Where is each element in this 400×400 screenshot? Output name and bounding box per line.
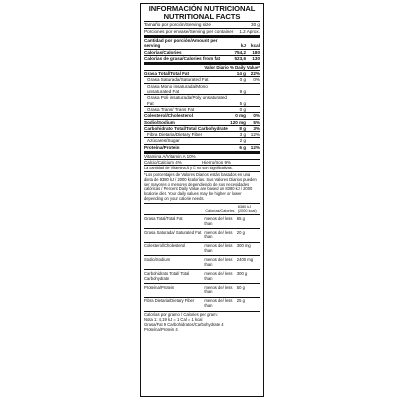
vitamin-a: Vitamina A/Vitamin A 10% xyxy=(144,154,196,160)
nutrient-amount: 0 mg xyxy=(235,113,246,119)
ref-row xyxy=(144,215,260,229)
ref-compare: menos de/ less than xyxy=(204,256,236,270)
ref-nutrient: Colesterol/Cholesterol xyxy=(144,242,204,256)
nutrient-amount: 2 g xyxy=(239,138,246,144)
nutrient-list xyxy=(144,71,260,150)
ref-nutrient: Fibra Dietaria/Dietary Fiber xyxy=(144,297,204,311)
nutrient-amount: 6 g xyxy=(239,144,246,150)
ref-compare: menos de/ less than xyxy=(204,297,236,311)
nutrient-label: Fibra Dietaria/Dietary Fiber xyxy=(147,132,203,138)
nutrient-label: Azúcares/Sugar xyxy=(147,138,180,144)
ref-col-calories: Calorías/Calories xyxy=(204,204,236,215)
ref-compare: menos de/ less than xyxy=(204,228,236,242)
ref-row xyxy=(144,284,260,298)
nutrient-row xyxy=(144,113,260,118)
daily-value-footnote: *Los porcentajes de Valores Diarios están basados en una dieta de 8380 kJ / 2000 kcalorías. Sus Valores Diarios pueden ser mayores o menores dependiendo de sus necesidades calóricas / Percent Daily Value are based on 8380 kJ / 2000 kcalorie diet. Your daily values may be higher or lower depending on your calorie needs. xyxy=(144,172,257,201)
nutrient-row xyxy=(144,71,260,76)
nutrient-dv: 12% xyxy=(250,144,260,150)
nutrient-label: Grasa Trans/ Trans Fat xyxy=(147,106,195,112)
ref-compare: menos de/ less than xyxy=(204,215,236,229)
nutrient-label: Grasa Mono insaturada/Mono unsaturated Fat xyxy=(147,83,208,95)
amount-per-serving-row: Cantidad por porción/Amount per serving kJ kcal xyxy=(144,38,260,49)
calorie-footer-line: Nota 1: 4,19 kJ = 1 Cal = 1 kcal xyxy=(144,317,203,323)
nutrient-row xyxy=(144,77,260,82)
nutrient-row xyxy=(144,126,260,131)
ref-value: 300 g xyxy=(237,270,260,284)
ref-compare: menos de/ less than xyxy=(204,270,236,284)
ref-row xyxy=(144,242,260,256)
calorie-footer xyxy=(144,313,260,333)
nutrient-dv: 5% xyxy=(253,119,260,125)
ref-row xyxy=(144,256,260,270)
ref-compare: menos de/ less than xyxy=(204,284,236,298)
nutrient-amount: 0 g xyxy=(239,106,246,112)
servings-per-container-row: Porciones por envase/Serving per container 1.2 Aprox. xyxy=(144,28,260,34)
nutrient-amount: 8 g xyxy=(239,125,246,131)
ref-value: 25 g xyxy=(237,297,260,311)
ref-row xyxy=(144,270,260,284)
ref-nutrient: Carbohidrato Total/ Total Carbohydrate xyxy=(144,270,204,284)
ref-nutrient: Proteína/Protein xyxy=(144,284,204,298)
nutrient-dv: 3% xyxy=(253,125,260,131)
calories-row: Calorías/Calories 754,2 180 xyxy=(144,49,260,55)
nutrient-amount: 5 g xyxy=(239,100,246,106)
nutrient-row xyxy=(144,107,260,112)
ref-col-kj: 8380 kJ (2000 kcal) xyxy=(237,204,260,215)
ref-value: 65 g xyxy=(237,215,260,229)
calorie-footer-line: Grasa/Fat 9 Carbohidratos/Carbohydrate 4 xyxy=(144,321,224,327)
daily-value-header: Valor Diario % Daily Value* xyxy=(204,65,260,71)
nutrient-label: Sodio/Sodium xyxy=(144,119,175,125)
vitamin-note: La cantidad de Vitamina A y C no son significativas. xyxy=(144,165,233,171)
serving-size-row: Tamaño por porción/Serving size 30 g xyxy=(144,22,260,28)
nutrient-label: Proteína/Protein xyxy=(144,144,180,150)
nutrient-dv: 0% xyxy=(253,77,260,83)
nutrient-label: Grasa Poli insaturada/Poly unsaturated Fat xyxy=(147,95,227,106)
label-title-es: INFORMACIÓN NUTRICIONAL xyxy=(148,4,256,13)
nutrient-label: Grasa Total/Total Fat xyxy=(144,71,190,77)
nutrient-row xyxy=(144,145,260,150)
ref-value: 300 mg xyxy=(237,242,260,256)
nutrient-dv: 12% xyxy=(250,132,260,138)
ref-value: 20 g xyxy=(237,228,260,242)
ref-row xyxy=(144,297,260,311)
reference-table xyxy=(144,204,260,312)
ref-compare: menos de/ less than xyxy=(204,242,236,256)
vitamin-a: Calcio/Calcium 4% xyxy=(144,160,182,166)
calorie-footer-line: Proteína/Protein 4 xyxy=(144,326,178,332)
nutrient-row xyxy=(144,84,260,95)
nutrient-amount: 14 g xyxy=(236,71,246,77)
nutrient-amount: 3 g xyxy=(239,132,246,138)
nutrient-row xyxy=(144,132,260,137)
nutrient-amount: 9 g xyxy=(239,89,246,95)
ref-row xyxy=(144,228,260,242)
vitamin-b xyxy=(202,154,260,159)
ref-value: 50 g xyxy=(237,284,260,298)
nutrient-label: Grasa Saturada/Saturated Fat xyxy=(147,77,209,83)
vitamin-b: Hierro/Iron 9% xyxy=(202,160,232,166)
nutrient-dv: 0% xyxy=(253,113,260,119)
ref-nutrient: Grasa Total/Total Fat xyxy=(144,215,204,229)
ref-value: 2400 mg xyxy=(237,256,260,270)
nutrient-label: Colesterol/Cholesterol xyxy=(144,113,194,119)
vitamin-list xyxy=(144,154,260,165)
nutrient-amount: 120 mg xyxy=(230,119,246,125)
nutrition-label xyxy=(140,3,264,397)
label-title-en: NUTRITIONAL FACTS xyxy=(163,12,241,22)
nutrient-amount: 0 g xyxy=(239,77,246,83)
vitamin-row xyxy=(144,154,260,159)
nutrient-row xyxy=(144,138,260,143)
nutrient-dv: 22% xyxy=(250,71,260,77)
ref-nutrient: Grasa Saturada/ Saturated Fat xyxy=(144,228,204,242)
ref-nutrient: Sodio/Sodium xyxy=(144,256,204,270)
nutrient-row xyxy=(144,120,260,125)
nutrient-row xyxy=(144,95,260,106)
nutrient-label: Carbohidrato Total/Total Carbohydrate xyxy=(144,125,228,131)
calorie-footer-line: Calorías por gramo / Calories per gram: xyxy=(144,312,218,318)
calories-fat-row: Calorías de grasa/Calories from fat 523,6 130 xyxy=(144,55,260,61)
